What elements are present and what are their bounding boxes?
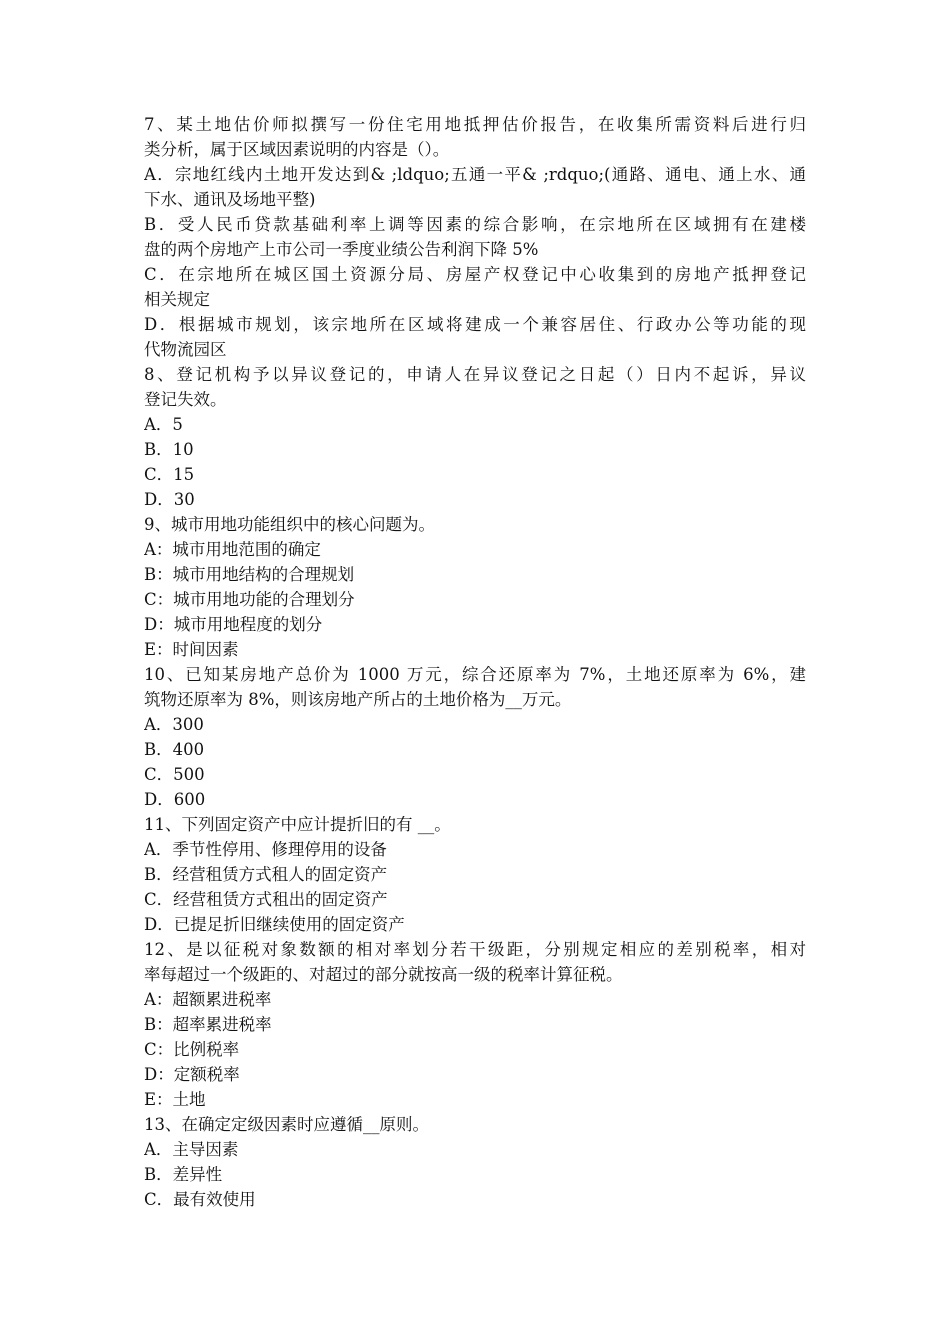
q8-option-a: A．5 bbox=[144, 415, 183, 434]
q12-option-b: B：超率累进税率 bbox=[144, 1015, 272, 1034]
q12-stem-line-2: 率每超过一个级距的、对超过的部分就按高一级的税率计算征税。 bbox=[144, 965, 623, 984]
q7-option-d-line-1: D．根据城市规划，该宗地所在区域将建成一个兼容居住、行政办公等功能的现 bbox=[144, 315, 806, 334]
q7-option-c-line-2: 相关规定 bbox=[144, 290, 210, 309]
q9-option-a: A：城市用地范围的确定 bbox=[144, 540, 321, 559]
q7-option-c-line-1: C．在宗地所在城区国土资源分局、房屋产权登记中心收集到的房地产抵押登记 bbox=[144, 265, 806, 284]
q7-stem-line-2: 类分析，属于区域因素说明的内容是（）。 bbox=[144, 140, 450, 159]
q9-option-d: D：城市用地程度的划分 bbox=[144, 615, 323, 634]
q7-option-d-line-2: 代物流园区 bbox=[144, 340, 227, 359]
q8-stem-line-2: 登记失效。 bbox=[144, 390, 227, 409]
q11-option-a: A．季节性停用、修理停用的设备 bbox=[144, 840, 387, 859]
q12-option-a: A：超额累进税率 bbox=[144, 990, 272, 1009]
document-page bbox=[144, 112, 806, 1212]
q12-stem-line-1: 12、是以征税对象数额的相对率划分若干级距，分别规定相应的差别税率，相对 bbox=[144, 940, 806, 959]
q13-option-b: B．差异性 bbox=[144, 1165, 223, 1184]
q8-option-d: D．30 bbox=[144, 490, 195, 509]
q12-option-e: E：土地 bbox=[144, 1090, 206, 1109]
q12-option-c: C：比例税率 bbox=[144, 1040, 240, 1059]
q13-option-c: C．最有效使用 bbox=[144, 1190, 256, 1209]
q11-option-b: B．经营租赁方式租人的固定资产 bbox=[144, 865, 388, 884]
q7-option-b-line-2: 盘的两个房地产上市公司一季度业绩公告利润下降 5% bbox=[144, 240, 539, 259]
q11-stem: 11、下列固定资产中应计提折旧的有 __。 bbox=[144, 815, 451, 834]
q10-option-a: A．300 bbox=[144, 715, 204, 734]
q7-option-b-line-1: B．受人民币贷款基础利率上调等因素的综合影响，在宗地所在区域拥有在建楼 bbox=[144, 215, 806, 234]
q9-option-c: C：城市用地功能的合理划分 bbox=[144, 590, 355, 609]
q10-option-c: C．500 bbox=[144, 765, 205, 784]
q13-stem: 13、在确定定级因素时应遵循__原则。 bbox=[144, 1115, 429, 1134]
q8-option-c: C．15 bbox=[144, 465, 195, 484]
q7-option-a-line-1: A．宗地红线内土地开发达到& ;ldquo;五通一平& ;rdquo;(通路、通电、通上水、通 bbox=[144, 165, 806, 184]
q10-stem-line-1: 10、已知某房地产总价为 1000 万元，综合还原率为 7%，土地还原率为 6%，建 bbox=[144, 665, 806, 684]
q10-option-b: B．400 bbox=[144, 740, 205, 759]
q13-option-a: A．主导因素 bbox=[144, 1140, 239, 1159]
q10-stem-line-2: 筑物还原率为 8%，则该房地产所占的土地价格为__万元。 bbox=[144, 690, 572, 709]
q11-option-d: D．已提足折旧继续使用的固定资产 bbox=[144, 915, 405, 934]
q9-option-e: E：时间因素 bbox=[144, 640, 239, 659]
q12-option-d: D：定额税率 bbox=[144, 1065, 240, 1084]
q10-option-d: D．600 bbox=[144, 790, 206, 809]
q9-option-b: B：城市用地结构的合理规划 bbox=[144, 565, 355, 584]
q11-option-c: C．经营租赁方式租出的固定资产 bbox=[144, 890, 388, 909]
q7-option-a-line-2: 下水、通讯及场地平整) bbox=[144, 190, 316, 209]
q8-stem-line-1: 8、登记机构予以异议登记的，申请人在异议登记之日起（）日内不起诉，异议 bbox=[144, 365, 806, 384]
q7-stem-line-1: 7、某土地估价师拟撰写一份住宅用地抵押估价报告，在收集所需资料后进行归 bbox=[144, 115, 806, 134]
q8-option-b: B．10 bbox=[144, 440, 194, 459]
q9-stem: 9、城市用地功能组织中的核心问题为。 bbox=[144, 515, 435, 534]
